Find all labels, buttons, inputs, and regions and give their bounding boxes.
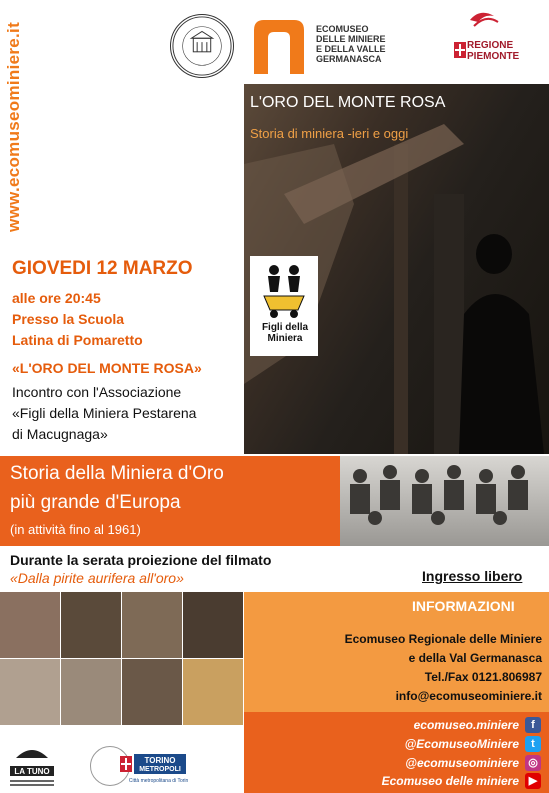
- event-date: GIOVEDI 12 MARZO: [12, 258, 193, 279]
- grid-photo: [122, 659, 182, 725]
- grid-photo: [183, 659, 243, 725]
- durante-text: Durante la serata proiezione del filmato: [10, 552, 272, 568]
- film-title: «Dalla pirite aurifera all'oro»: [10, 570, 184, 586]
- la-tuno-logo: [2, 738, 62, 790]
- event-time-place: alle ore 20:45 Presso la Scuola Latina di Pomaretto: [12, 290, 143, 348]
- photo-subtitle: Storia di miniera -ieri e oggi: [250, 126, 409, 141]
- social-twitter-label[interactable]: @EcomuseoMiniere: [404, 737, 519, 751]
- grid-photo: [0, 659, 60, 725]
- info-email[interactable]: info@ecomuseominiere.it: [395, 689, 542, 703]
- scuola-latina-seal: [170, 14, 234, 78]
- band-line-3: (in attività fino al 1961): [10, 522, 141, 537]
- torino-line-2: METROPOLI: [139, 766, 181, 773]
- torino-metropoli-logo: [120, 752, 188, 786]
- social-instagram-label[interactable]: @ecomuseominiere: [405, 756, 519, 770]
- grid-photo: [183, 592, 243, 658]
- torino-line-1: TORINO: [144, 756, 176, 765]
- info-body: Ecomuseo Regionale delle Miniere e della Val Germanasca Tel./Fax 0121.806987 info@ecomuseominiere.it: [292, 630, 542, 706]
- social-facebook-label[interactable]: ecomuseo.miniere: [413, 718, 519, 732]
- youtube-icon[interactable]: ▶: [525, 773, 541, 789]
- torino-line-3: Città metropolitana di Torino: [128, 778, 188, 784]
- twitter-icon[interactable]: t: [525, 736, 541, 752]
- band-line-1: Storia della Miniera d'Oro: [10, 463, 224, 484]
- social-box: [244, 712, 549, 793]
- ecomuseo-name: ECOMUSEO DELLE MINIERE E DELLA VALLE GERMANASCA: [316, 24, 386, 64]
- ecomuseo-logo: [248, 16, 310, 78]
- grid-photo: [61, 592, 121, 658]
- ingresso-libero: Ingresso libero: [422, 568, 523, 584]
- info-heading: INFORMAZIONI: [412, 598, 515, 614]
- event-incontro: Incontro con l'Associazione «Figli della Miniera Pestarena di Macugnaga»: [12, 384, 197, 442]
- photo-title: L'ORO DEL MONTE ROSA: [250, 94, 446, 111]
- figli-logo-text: Figli della Miniera: [261, 322, 309, 344]
- grid-photo: [0, 592, 60, 658]
- regione-piemonte-name: REGIONE PIEMONTE: [467, 40, 520, 62]
- facebook-icon[interactable]: f: [525, 717, 541, 733]
- grid-photo: [61, 659, 121, 725]
- historic-miners-photo: [340, 456, 549, 546]
- regione-piemonte-logo: [450, 6, 540, 72]
- event-title-quote: «L'ORO DEL MONTE ROSA»: [12, 360, 202, 376]
- seal-graphic: [171, 15, 233, 77]
- grid-photo: [122, 592, 182, 658]
- website-vertical[interactable]: www.ecomuseominiere.it: [4, 21, 23, 232]
- instagram-icon[interactable]: ◎: [525, 755, 541, 771]
- band-line-2: più grande d'Europa: [10, 492, 181, 513]
- gold-process-photo-grid: [0, 592, 242, 726]
- la-tuno-text: LA TUNO: [14, 767, 50, 776]
- social-youtube-label[interactable]: Ecomuseo delle miniere: [381, 774, 519, 788]
